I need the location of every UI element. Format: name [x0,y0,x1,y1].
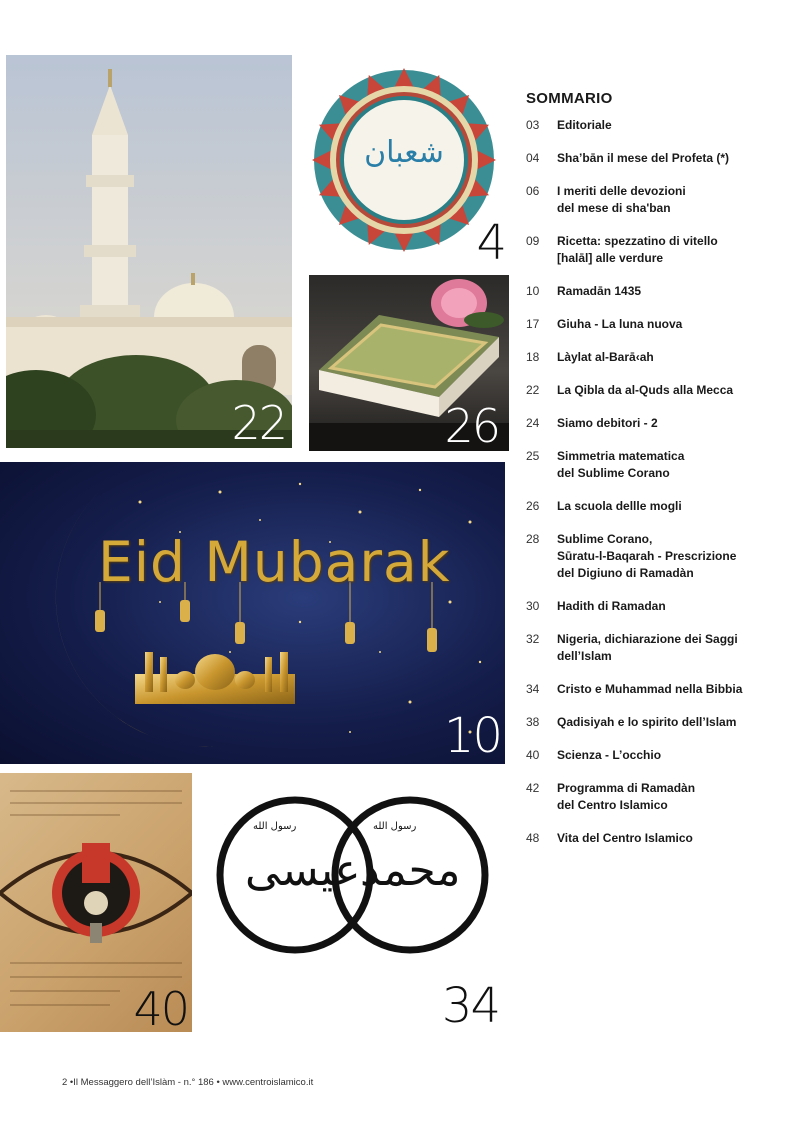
toc-title: Simmetria matematica del Sublime Corano [557,449,685,480]
toc-item[interactable] [526,531,786,582]
toc-heading: SOMMARIO [526,90,613,107]
calligraphy-muhammad-text: محمد [360,845,461,896]
toc-title: Qadisiyah e lo spirito dell’Islam [557,715,737,729]
toc-item[interactable] [526,316,786,333]
toc-list [526,117,786,847]
shaban-arabic-text: شعبان [364,135,444,170]
page-number-label: 34 [441,978,499,1032]
toc-page-number: 48 [526,831,540,845]
toc-page-number: 24 [526,416,540,430]
toc-page-number: 34 [526,682,540,696]
toc-page-number: 17 [526,317,540,331]
toc-item[interactable] [526,150,786,167]
table-of-contents [526,90,786,863]
toc-page-number: 30 [526,599,540,613]
toc-title: La Qibla da al-Quds alla Mecca [557,383,734,397]
toc-item[interactable] [526,681,786,698]
toc-title: Ramadān 1435 [557,284,642,298]
toc-item[interactable] [526,780,786,814]
quran-book-photo [309,275,509,451]
toc-item[interactable] [526,598,786,615]
toc-page-number: 42 [526,781,540,795]
toc-title: Vita del Centro Islamico [557,831,693,845]
toc-item[interactable] [526,349,786,366]
eye-manuscript-image [0,773,192,1032]
toc-page-number: 25 [526,449,540,463]
toc-title: I meriti delle devozioni del mese di sha'ban [557,184,686,215]
eid-mubarak-image [0,462,505,764]
mosque-photo [6,55,292,448]
toc-title: Giuha - La luna nuova [557,317,683,331]
calligraphy-small-text-right: رسول الله [373,821,417,832]
page-number-label: 10 [443,708,501,764]
page-number-label: 26 [444,399,499,451]
mosque-illustration [6,55,292,448]
toc-title: Nigeria, dichiarazione dei Saggi dell’Islam [557,632,738,663]
toc-item[interactable] [526,448,786,482]
toc-item[interactable] [526,382,786,399]
toc-title: Programma di Ramadàn del Centro Islamico [557,781,696,812]
crescent-moon-icon [0,462,505,764]
toc-title: Sha’bān il mese del Profeta (*) [557,151,730,165]
toc-item[interactable] [526,117,786,134]
toc-page-number: 32 [526,632,540,646]
toc-title: Sublime Corano, Sūratu-l-Baqarah - Prescrizione del Digiuno di Ramadàn [557,532,737,580]
toc-page-number: 28 [526,532,540,546]
page-number-label: 22 [231,396,286,448]
toc-item[interactable] [526,631,786,665]
toc-page-number: 10 [526,284,540,298]
toc-item[interactable] [526,183,786,217]
page-footer: 2 •Il Messaggero dell’Islàm - n.° 186 • www.centroislamico.it [62,1077,314,1088]
toc-page-number: 26 [526,499,540,513]
toc-page-number: 09 [526,234,540,248]
toc-item[interactable] [526,283,786,300]
toc-title: Siamo debitori - 2 [557,416,658,430]
toc-item[interactable] [526,415,786,432]
toc-title: Ricetta: spezzatino di vitello [halāl] alle verdure [557,234,718,265]
calligraphy-isa-text: عيسى [245,845,361,896]
toc-title: Scienza - L’occhio [557,748,662,762]
toc-page-number: 18 [526,350,540,364]
toc-item[interactable] [526,747,786,764]
page-number-label: 40 [133,982,188,1032]
page-number-label: 4 [476,215,505,267]
toc-title: La scuola dellle mogli [557,499,682,513]
toc-page-number: 06 [526,184,540,198]
toc-page-number: 04 [526,151,540,165]
calligraphy-small-text-left: رسول الله [253,821,297,832]
toc-item[interactable] [526,233,786,267]
toc-page-number: 38 [526,715,540,729]
toc-page-number: 40 [526,748,540,762]
toc-title: Editoriale [557,118,612,132]
toc-title: Hadith di Ramadan [557,599,666,613]
toc-title: Làylat al-Barā‹ah [557,350,654,364]
toc-page-number: 22 [526,383,540,397]
toc-item[interactable] [526,714,786,731]
toc-item[interactable] [526,830,786,847]
toc-page-number: 03 [526,118,540,132]
toc-item[interactable] [526,498,786,515]
shaban-ornament-image [309,55,509,267]
calligraphy-image [205,773,505,1032]
eid-mubarak-text: Eid Mubarak [98,530,451,594]
toc-title: Cristo e Muhammad nella Bibbia [557,682,743,696]
